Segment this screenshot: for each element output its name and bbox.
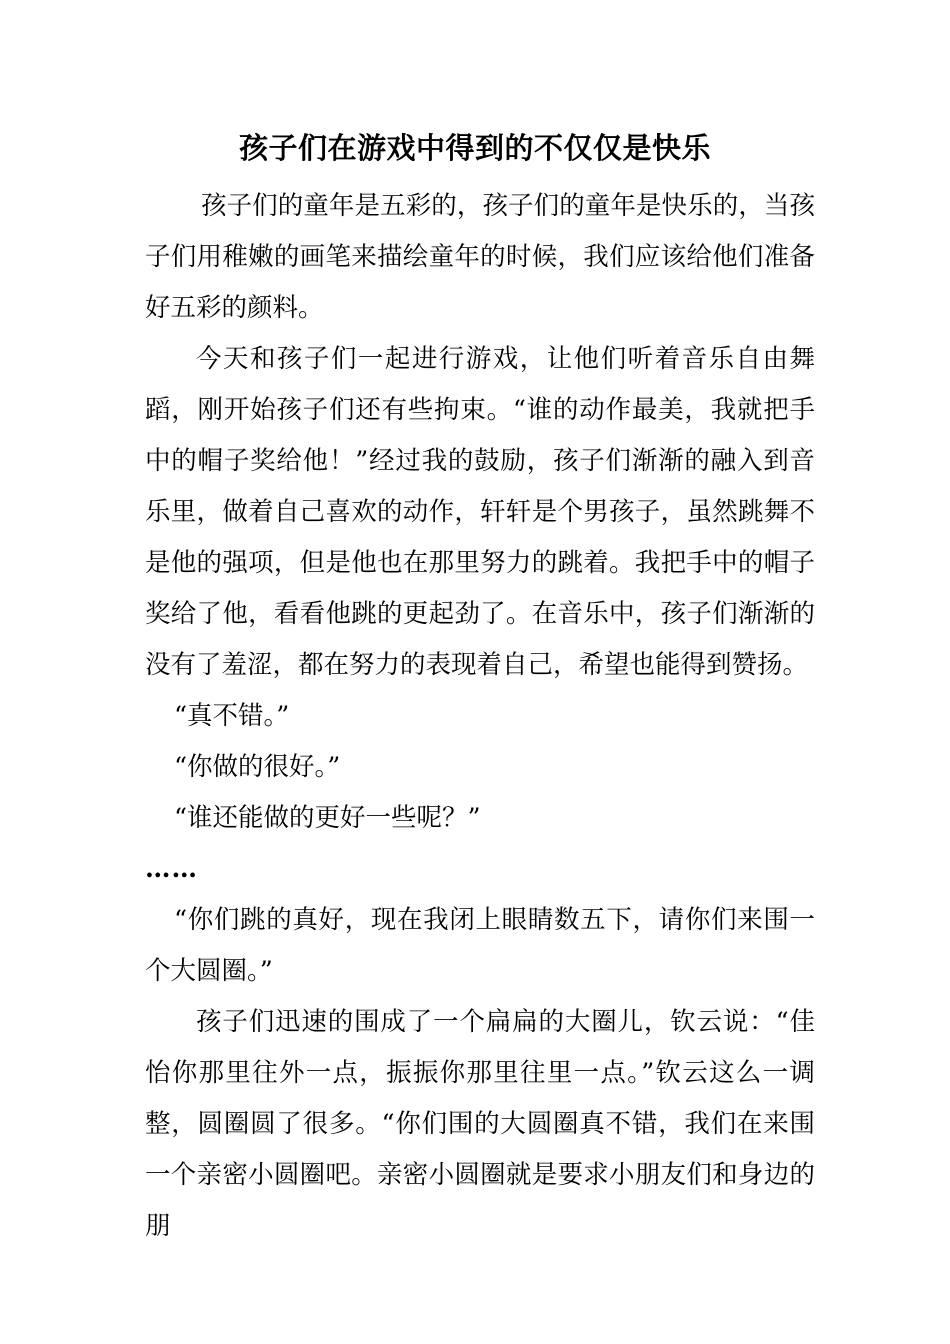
document-body	[145, 181, 815, 1252]
document-title: 孩子们在游戏中得到的不仅仅是快乐	[238, 131, 711, 165]
dialogue-line: “你做的很好。”	[174, 752, 341, 782]
dialogue-line: “你们跳的真好，现在我闭上眼睛数五下，请你们来围一个大圆圈。”	[145, 905, 815, 986]
paragraph-circle: 孩子们迅速的围成了一个扁扁的大圈儿，钦云说：“佳怡你那里往外一点，振振你那里往里一点。”钦云这么一调整，圆圈圆了很多。“你们围的大圆圈真不错，我们在来围一个亲密小圆圈吧。亲密小圆圈就是要求小朋友们和身边的朋	[145, 1007, 815, 1241]
paragraph-intro: 孩子们的童年是五彩的，孩子们的童年是快乐的，当孩子们用稚嫩的画笔来描绘童年的时候，我们应该给他们准备好五彩的颜料。	[145, 191, 815, 323]
ellipsis-line: ……	[145, 854, 198, 884]
dialogue-line: “谁还能做的更好一些呢？”	[174, 803, 481, 833]
dialogue-line: “真不错。”	[174, 701, 290, 731]
paragraph-game: 今天和孩子们一起进行游戏，让他们听着音乐自由舞蹈，刚开始孩子们还有些拘束。“谁的动作最美，我就把手中的帽子奖给他！”经过我的鼓励，孩子们渐渐的融入到音乐里，做着自己喜欢的动作，轩轩是个男孩子，虽然跳舞不是他的强项，但是他也在那里努力的跳着。我把手中的帽子奖给了他，看看他跳的更起劲了。在音乐中，孩子们渐渐的没有了羞涩，都在努力的表现着自己，希望也能得到赞扬。	[145, 344, 815, 680]
